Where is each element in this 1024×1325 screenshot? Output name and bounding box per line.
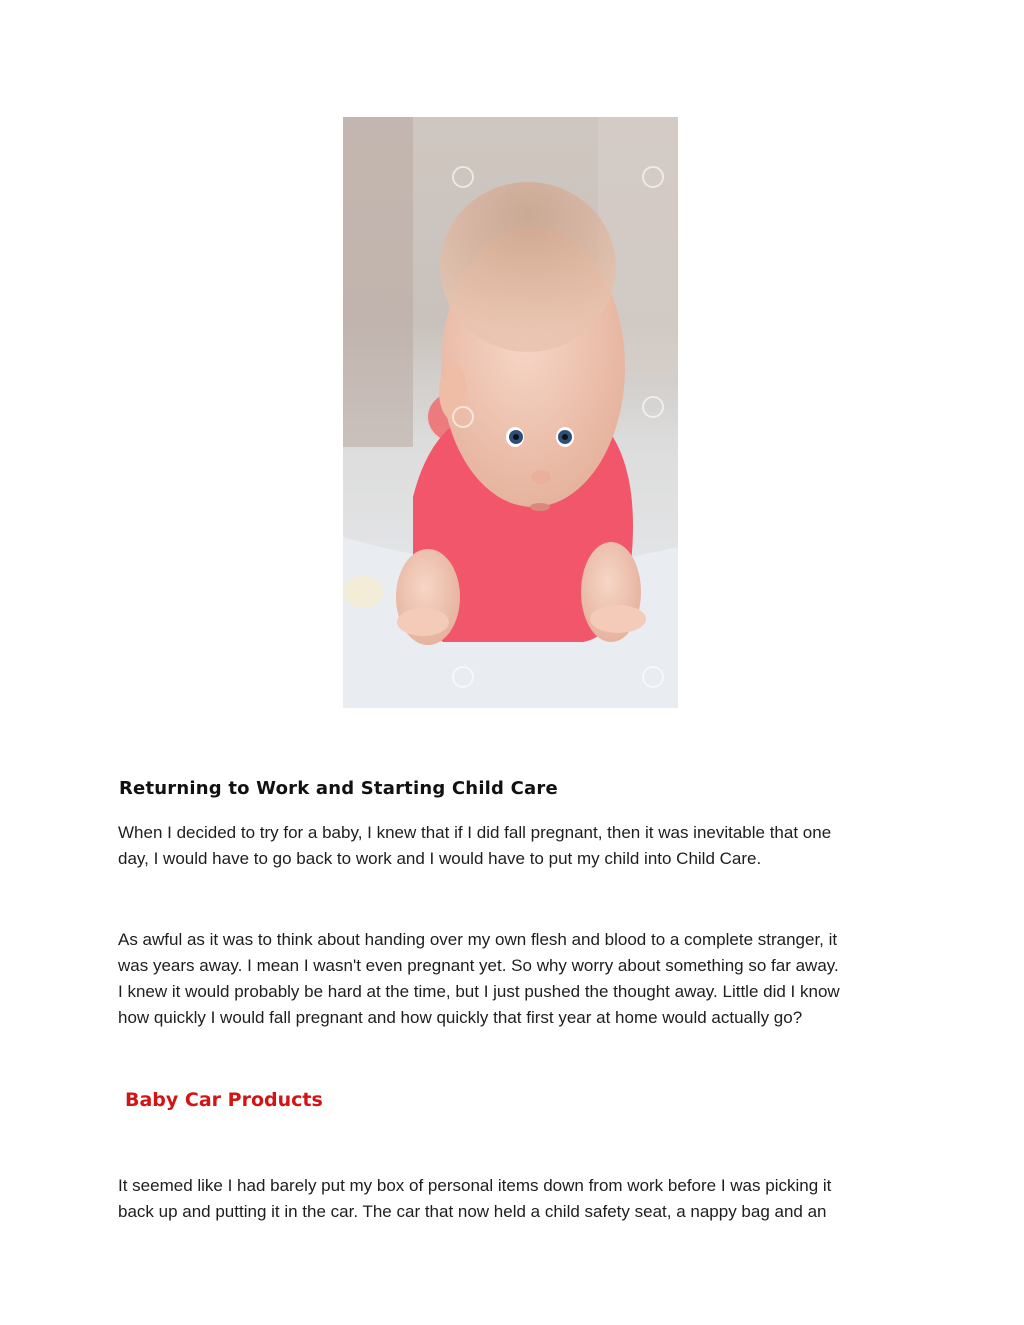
baby-photo (343, 117, 678, 708)
paragraph-line: was years away. I mean I wasn't even pregnant yet. So why worry about something so far away. (118, 956, 839, 975)
paragraph-line: When I decided to try for a baby, I knew that if I did fall pregnant, then it was inevitable that one (118, 823, 832, 842)
paragraph-line: As awful as it was to think about handing over my own flesh and blood to a complete stranger, it (118, 930, 838, 949)
article-heading: Returning to Work and Starting Child Care (119, 778, 558, 799)
paragraph-line: It seemed like I had barely put my box of personal items down from work before I was picking it (118, 1176, 832, 1195)
paragraph-line: how quickly I would fall pregnant and how quickly that first year at home would actually go? (118, 1008, 803, 1027)
paragraph-line: I knew it would probably be hard at the time, but I just pushed the thought away. Little did I know (118, 982, 840, 1001)
baby-illustration (343, 117, 678, 708)
paragraph-continued (118, 1173, 918, 1225)
paragraph-line: back up and putting it in the car. The car that now held a child safety seat, a nappy bag and an (118, 1202, 827, 1221)
paragraph-intro (118, 820, 918, 872)
baby-car-products-link[interactable]: Baby Car Products (125, 1089, 323, 1111)
paragraph-body (118, 927, 918, 1031)
paragraph-line: day, I would have to go back to work and I would have to put my child into Child Care. (118, 849, 762, 868)
